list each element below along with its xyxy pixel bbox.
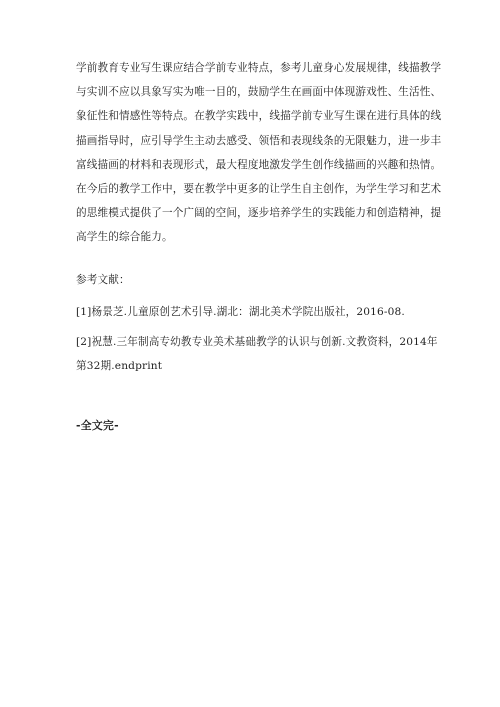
paragraph-line: 高学生的综合能力。 bbox=[76, 231, 173, 244]
reference-item-1 bbox=[76, 300, 426, 324]
reference-text: [1]杨景芝.儿童原创艺术引导.湖北：湖北美术学院出版社，2016-08. bbox=[76, 306, 405, 318]
paragraph-line: 学前教育专业写生课应结合学前专业特点，参考儿童身心发展规律，线描教学 bbox=[76, 62, 442, 74]
reference-item-2 bbox=[76, 330, 438, 378]
reference-text: [2]祝慧.三年制高专幼教专业美术基础教学的认识与创新.文教资料，2014年 bbox=[76, 336, 438, 348]
paragraph-line: 的思维模式提供了一个广阔的空间，逐步培养学生的实践能力和创造精神，提 bbox=[76, 207, 442, 220]
end-of-article-mark: -全文完- bbox=[76, 419, 119, 432]
reference-text: 第32期.endprint bbox=[76, 360, 163, 373]
references-heading-text: 参考文献： bbox=[76, 274, 130, 286]
body-paragraph-2 bbox=[76, 177, 442, 250]
paragraph-line: 富线描画的材料和表现形式，最大程度地激发学生创作线描画的兴趣和热情。 bbox=[76, 158, 442, 171]
paragraph-line: 描画指导时，应引导学生主动去感受、领悟和表现线条的无限魅力，进一步丰 bbox=[76, 134, 442, 147]
paragraph-line: 在今后的教学工作中，要在教学中更多的让学生自主创作，为学生学习和艺术 bbox=[76, 183, 442, 195]
paragraph-line: 象征性和情感性等特点。在教学实践中，线描学前专业写生课在进行具体的线 bbox=[76, 110, 442, 123]
paragraph-line: 与实训不应以具象写实为唯一目的，鼓励学生在画面中体现游戏性、生活性、 bbox=[76, 86, 442, 99]
references-heading bbox=[76, 268, 426, 292]
body-paragraph-1 bbox=[76, 56, 442, 177]
